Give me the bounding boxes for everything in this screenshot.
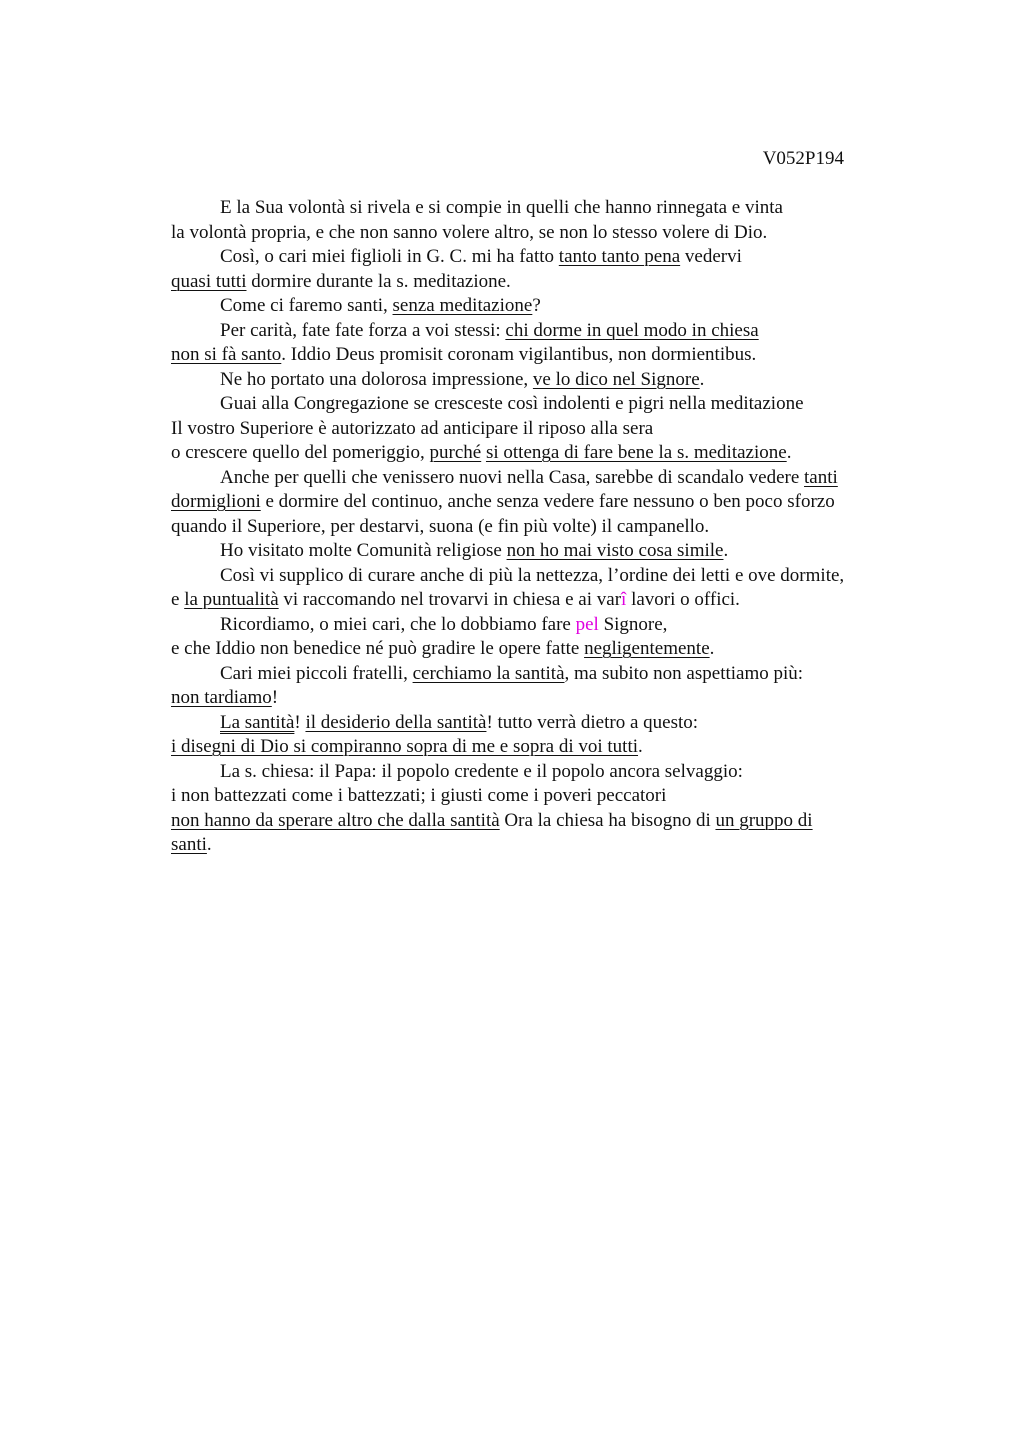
highlighted-correction: î	[621, 589, 627, 610]
underlined-phrase: un gruppo di	[715, 809, 813, 831]
underlined-phrase: non tardiamo	[171, 687, 272, 708]
underlined-phrase: dormiglioni	[171, 491, 261, 512]
highlighted-correction: pel	[575, 613, 599, 635]
text-line: Ricordiamo, o miei cari, che lo dobbiamo fare pel Signore,	[220, 613, 668, 635]
text-line: quando il Superiore, per destarvi, suona (e fin più volte) il campanello.	[171, 515, 710, 537]
underlined-phrase: tanti	[804, 466, 838, 488]
text-line: Anche per quelli che venissero nuovi nella Casa, sarebbe di scandalo vedere tanti	[220, 466, 838, 488]
text-line: la volontà propria, e che non sanno volere altro, se non lo stesso volere di Dio.	[171, 221, 768, 243]
underlined-phrase: negligentemente	[584, 638, 710, 659]
underlined-phrase: ve lo dico nel Signore	[532, 368, 700, 390]
underlined-phrase: cerchiamo la santità	[412, 662, 565, 684]
underlined-phrase: non hanno da sperare altro che dalla santità	[171, 809, 500, 831]
underlined-phrase: tanto tanto pena	[558, 246, 681, 267]
underlined-phrase: non ho mai visto cosa simile	[506, 540, 724, 561]
text-line: La s. chiesa: il Papa: il popolo credente e il popolo ancora selvaggio:	[220, 760, 743, 782]
underlined-phrase: santi	[171, 834, 207, 855]
text-line: Ho visitato molte Comunità religiose non ho mai visto cosa simile.	[220, 540, 729, 561]
document-body	[171, 196, 911, 858]
double-underlined-phrase: La santità	[220, 711, 295, 733]
text-line: Così vi supplico di curare anche di più la nettezza, l’ordine dei letti e ove dormite,	[220, 564, 845, 586]
text-line: e la puntualità vi raccomando nel trovarvi in chiesa e ai varî lavori o offici.	[171, 589, 740, 610]
text-line: non tardiamo!	[171, 687, 279, 708]
underlined-phrase: chi dorme in quel modo in chiesa	[505, 319, 759, 341]
text-line: Così, o cari miei figlioli in G. C. mi ha fatto tanto tanto pena vedervi	[220, 246, 742, 267]
underlined-phrase: purché	[429, 442, 482, 463]
text-line: o crescere quello del pomeriggio, purché si ottenga di fare bene la s. meditazione.	[171, 442, 792, 463]
text-line: e che Iddio non benedice né può gradire le opere fatte negligentemente.	[171, 638, 715, 659]
underlined-phrase: non si fà santo	[171, 344, 282, 365]
text-line: non si fà santo. Iddio Deus promisit coronam vigilantibus, non dormientibus.	[171, 344, 757, 365]
page-code: V052P194	[762, 148, 844, 169]
underlined-phrase: senza meditazione	[392, 295, 533, 316]
text-line: Come ci faremo santi, senza meditazione?	[220, 295, 541, 316]
underlined-phrase: quasi tutti	[171, 270, 247, 292]
text-line: i disegni di Dio si compiranno sopra di me e sopra di voi tutti.	[171, 736, 643, 757]
underlined-phrase: i disegni di Dio si compiranno sopra di me e sopra di voi tutti	[171, 736, 639, 757]
text-line: Il vostro Superiore è autorizzato ad anticipare il riposo alla sera	[171, 417, 654, 439]
text-line: quasi tutti dormire durante la s. meditazione.	[171, 270, 511, 292]
text-line: i non battezzati come i battezzati; i giusti come i poveri peccatori	[171, 785, 667, 806]
text-line: Per carità, fate fate forza a voi stessi: chi dorme in quel modo in chiesa	[220, 319, 759, 341]
underlined-phrase: il desiderio della santità	[305, 711, 487, 733]
text-line: E la Sua volontà si rivela e si compie in quelli che hanno rinnegata e vinta	[220, 197, 783, 218]
text-line: dormiglioni e dormire del continuo, anche senza vedere fare nessuno o ben poco sforzo	[171, 491, 835, 512]
text-line: Guai alla Congregazione se cresceste così indolenti e pigri nella meditazione	[220, 393, 804, 414]
text-line: Ne ho portato una dolorosa impressione, ve lo dico nel Signore.	[220, 368, 705, 390]
underlined-phrase: si ottenga di fare bene la s. meditazione	[485, 442, 787, 463]
text-line: santi.	[171, 834, 212, 855]
text-line: Cari miei piccoli fratelli, cerchiamo la santità, ma subito non aspettiamo più:	[220, 662, 804, 684]
underlined-phrase: la puntualità	[184, 589, 279, 610]
text-line: non hanno da sperare altro che dalla santità Ora la chiesa ha bisogno di un gruppo di	[171, 809, 813, 831]
text-line: La santità! il desiderio della santità! tutto verrà dietro a questo:	[220, 711, 699, 733]
